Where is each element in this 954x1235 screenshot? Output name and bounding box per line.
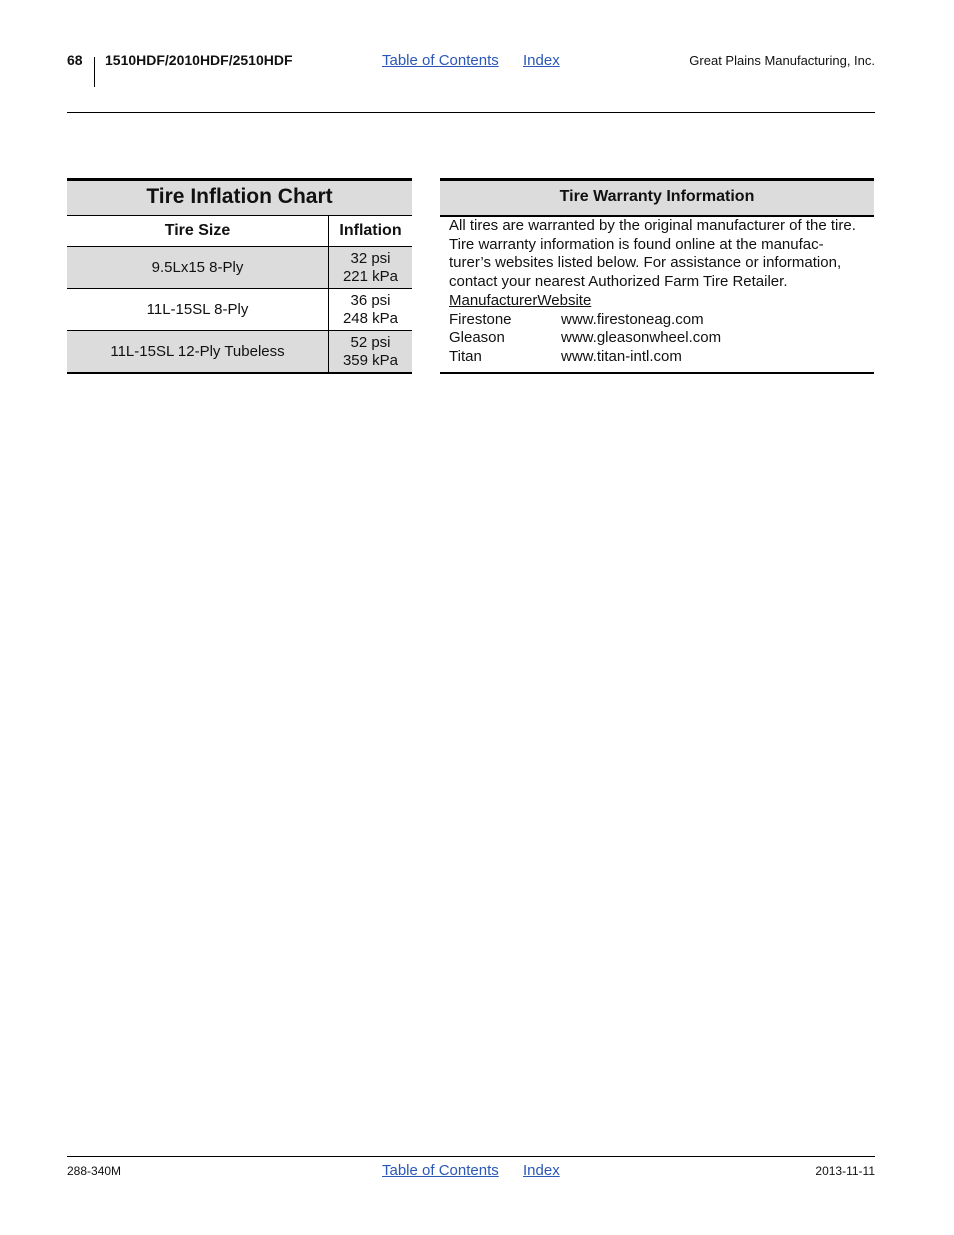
list-item xyxy=(449,348,868,367)
table-row xyxy=(67,331,412,374)
table-row xyxy=(67,247,412,289)
model-title: 1510HDF/2010HDF/2510HDF xyxy=(105,52,293,68)
manufacturer-website: www.titan-intl.com xyxy=(561,347,682,365)
footer-toc-link[interactable]: Table of Contents xyxy=(382,1162,499,1179)
inflation-cell xyxy=(329,289,413,331)
page-number: 68 xyxy=(67,52,83,68)
kpa-value: 359 kPa xyxy=(342,351,399,369)
warranty-title: Tire Warranty Information xyxy=(440,178,874,217)
tire-inflation-chart xyxy=(67,178,412,374)
psi-value: 52 psi xyxy=(350,333,391,351)
inflation-cell xyxy=(329,331,413,374)
chart-title: Tire Inflation Chart xyxy=(67,178,412,216)
warranty-text-line: Tire warranty information is found online at the manufac- xyxy=(449,235,824,253)
manufacturer-website: www.gleasonwheel.com xyxy=(561,329,722,347)
column-header-inflation: Inflation xyxy=(329,216,413,247)
footer-rule xyxy=(67,1156,875,1157)
warranty-text-line: contact your nearest Authorized Farm Tire Retailer. xyxy=(449,273,788,291)
header-divider xyxy=(94,57,95,87)
company-name: Great Plains Manufacturing, Inc. xyxy=(689,53,875,68)
kpa-value: 221 kPa xyxy=(342,267,399,285)
manufacturer-website: www.firestoneag.com xyxy=(561,310,704,328)
header-rule xyxy=(67,112,875,113)
table-row xyxy=(67,289,412,331)
psi-value: 36 psi xyxy=(350,291,391,309)
kpa-value: 248 kPa xyxy=(342,309,399,327)
manufacturer-name: Gleason xyxy=(449,329,505,347)
tire-warranty-box xyxy=(440,178,874,374)
warranty-body xyxy=(440,217,874,374)
column-header-tire-size: Tire Size xyxy=(67,216,329,247)
header-index-link[interactable]: Index xyxy=(523,52,560,69)
list-item xyxy=(449,311,868,330)
header-toc-link[interactable]: Table of Contents xyxy=(382,52,499,69)
revision-date: 2013-11-11 xyxy=(815,1164,875,1178)
manufacturer-name: Titan xyxy=(449,347,482,365)
manufacturer-name: Firestone xyxy=(449,310,512,328)
list-item xyxy=(449,329,868,348)
psi-value: 32 psi xyxy=(350,249,391,267)
tire-size-cell: 9.5Lx15 8-Ply xyxy=(67,247,329,289)
tire-size-cell: 11L-15SL 8-Ply xyxy=(67,289,329,331)
document-number: 288-340M xyxy=(67,1164,122,1178)
warranty-text-line: All tires are warranted by the original manufacturer of the tire. xyxy=(449,217,856,234)
tire-size-cell: 11L-15SL 12-Ply Tubeless xyxy=(67,331,329,374)
warranty-text-line: turer’s websites listed below. For assistance or information, xyxy=(449,254,842,272)
inflation-cell xyxy=(329,247,413,289)
footer-index-link[interactable]: Index xyxy=(523,1162,560,1179)
manufacturer-website-header: ManufacturerWebsite xyxy=(449,291,592,309)
inflation-table xyxy=(67,216,412,374)
